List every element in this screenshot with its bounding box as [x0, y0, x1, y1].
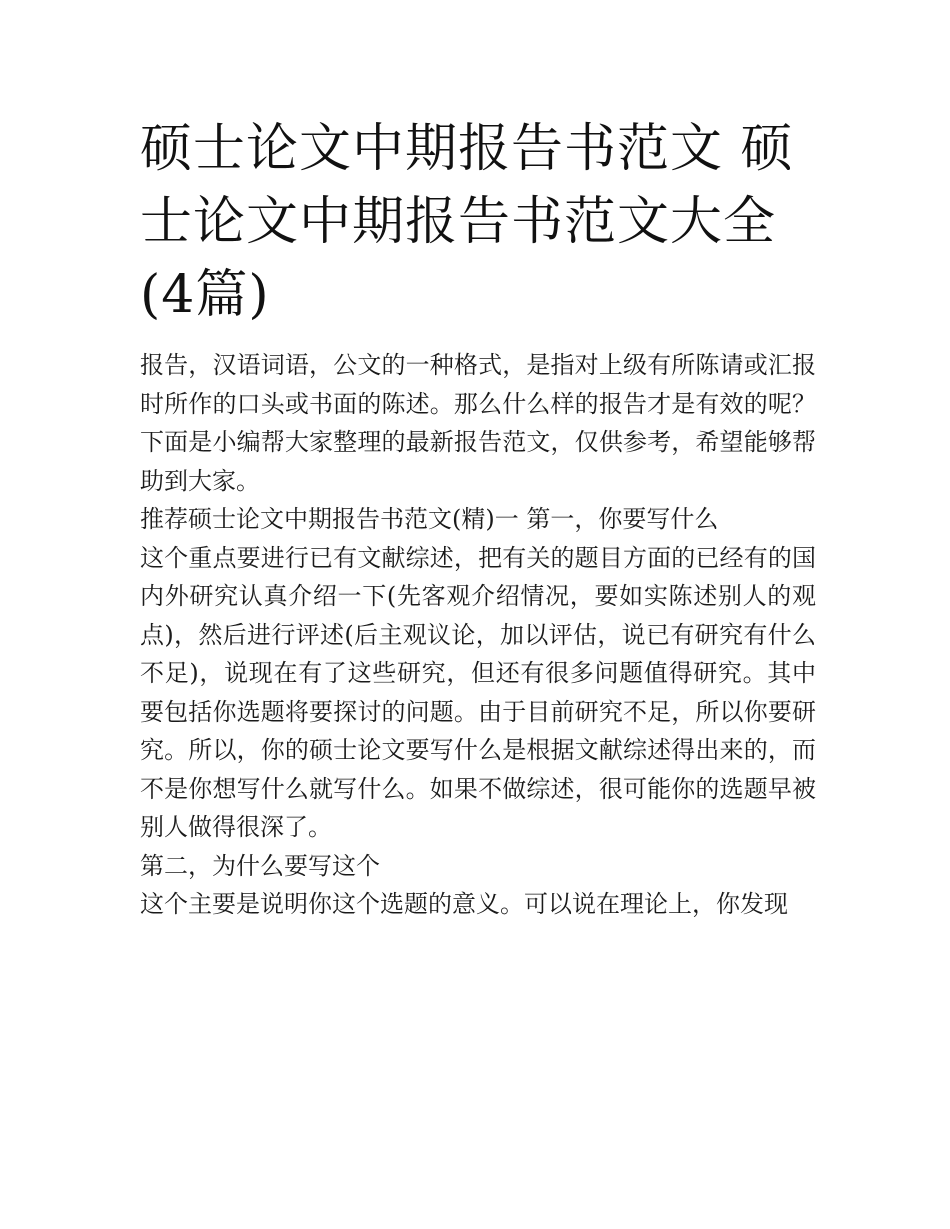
section-heading-second: 第二，为什么要写这个	[140, 851, 380, 880]
body-paragraph-partial: 这个主要是说明你这个选题的意义。可以说在理论上，你发现	[140, 890, 788, 918]
intro-paragraph: 报告，汉语词语，公文的一种格式，是指对上级有所陈请或汇报时所作的口头或书面的陈述。那么什么样的报告才是有效的呢？下面是小编帮大家整理的最新报告范文，仅供参考，希望能够帮助到大家。	[140, 351, 816, 495]
section-heading-first: 推荐硕士论文中期报告书范文(精)一 第一，你要写什么	[140, 505, 719, 533]
body-paragraph: 这个重点要进行已有文献综述，把有关的题目方面的已经有的国内外研究认真介绍一下(先客观介绍情况，要如实陈述别人的观点)，然后进行评述(后主观议论，加以评估，说已有研究有什么不足)，说现在有了这些研究，但还有很多问题值得研究。其中要包括你选题将要探讨的问题。由于目前研究不足，所以你要研究。所以，你的硕士论文要写什么是根据文献综述得出来的，而不是你想写什么就写什么。如果不做综述，很可能你的选题早被别人做得很深了。	[140, 543, 816, 841]
document-body	[140, 113, 816, 924]
document-title: 硕士论文中期报告书范文 硕士论文中期报告书范文大全(4篇)	[140, 119, 794, 325]
